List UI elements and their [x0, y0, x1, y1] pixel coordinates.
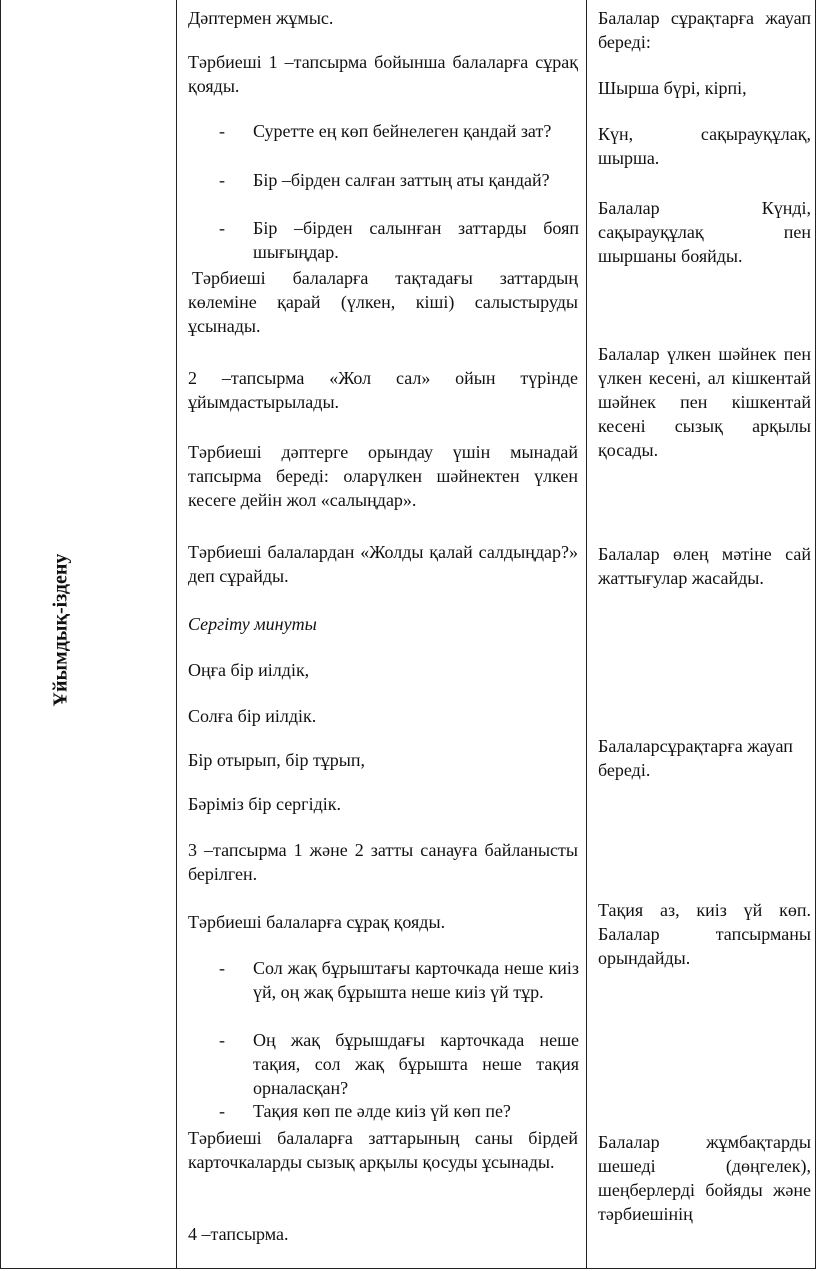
list-item — [219, 119, 579, 167]
stage-column — [1, 0, 177, 1268]
poem-line: Оңға бір иілдік, — [188, 660, 310, 680]
teacher-paragraph: 4 –тапсырма. — [188, 1224, 289, 1244]
energizer-heading: Сергіту минуты — [188, 614, 317, 634]
list-item-text: Тақия көп пе әлде киіз үй көп пе? — [253, 1101, 511, 1121]
teacher-paragraph: Тәрбиеші балаларға заттарының саны бірдей карточкаларды сызық арқылы қосуды ұсынады. — [188, 1128, 578, 1172]
list-item-text: Бір –бірден салынған заттарды бояп шығыңдар. — [253, 218, 579, 262]
list-dash: - — [219, 218, 225, 238]
list-item — [219, 956, 579, 1028]
teacher-paragraph: Тәрбиеші дәптерге орындау үшін мынадай тапсырма береді: оларүлкен шәйнектен үлкен кесеге дейін жол «салыңдар». — [188, 442, 578, 510]
children-paragraph: Балалар үлкен шәйнек пен үлкен кесені, ал кішкентай шәйнек пен кішкентай кесені сызық арқылы қосады. — [598, 344, 811, 460]
children-paragraph: Балалар жұмбақтарды шешеді (дөңгелек), шеңберлерді бойяды және тәрбиешінің — [598, 1132, 811, 1224]
list-dash: - — [219, 1030, 225, 1050]
list-dash: - — [219, 1101, 225, 1121]
stage-label-text: Ұйымдық-іздену — [49, 553, 72, 707]
children-paragraph: Тақия аз, киіз үй көп. Балалар тапсырманы орындайды. — [598, 900, 811, 968]
teacher-paragraph: Тәрбиеші балаларға тақтадағы заттардың көлеміне қарай (үлкен, кіші) салыстыруды ұсынады. — [188, 268, 578, 336]
list-dash: - — [219, 121, 225, 141]
list-item-text: Суретте ең көп бейнелеген қандай зат? — [253, 121, 552, 141]
teacher-activity-column — [177, 0, 587, 1268]
poem-line: Бәріміз бір сергідік. — [188, 794, 341, 814]
list-item-text: Бір –бірден салған заттың аты қандай? — [253, 170, 550, 190]
children-paragraph: Балалар Күнді, сақырауқұлақ пен шыршаны бояйды. — [598, 198, 811, 266]
poem-line: Солға бір иілдік. — [188, 706, 317, 726]
list-item — [219, 168, 579, 216]
list-item-text: Оң жақ бұрышдағы карточкада неше тақия, сол жақ бұрышта неше тақия орналасқан? — [253, 1030, 579, 1098]
teacher-paragraph: Тәрбиеші балалардан «Жолды қалай салдыңдар?» деп сұрайды. — [188, 542, 578, 586]
children-activity-column — [587, 0, 815, 1268]
children-paragraph: Күн, сақырауқұлақ, шырша. — [598, 124, 811, 168]
children-paragraph: Балаларсұрақтарға жауап береді. — [598, 736, 793, 780]
list-item-text: Сол жақ бұрыштағы карточкада неше киіз үй, оң жақ бұрышта неше киіз үй тұр. — [253, 958, 579, 1002]
teacher-paragraph: Дәптермен жұмыс. — [188, 8, 334, 28]
list-item — [219, 1028, 579, 1100]
teacher-paragraph: 3 –тапсырма 1 және 2 затты санауға байланысты берілген. — [188, 840, 578, 884]
children-paragraph: Балалар өлең мәтіне сай жаттығулар жасайды. — [598, 544, 811, 588]
teacher-paragraph: Тәрбиеші балаларға сұрақ қояды. — [188, 912, 446, 932]
list-item — [219, 216, 579, 264]
children-paragraph: Балалар сұрақтарға жауап береді: — [598, 8, 811, 52]
children-paragraph: Шырша бүрі, кірпі, — [598, 78, 747, 98]
teacher-paragraph: Тәрбиеші 1 –тапсырма бойынша балаларға сұрақ қояды. — [188, 52, 578, 96]
list-dash: - — [219, 958, 225, 978]
poem-line: Бір отырып, бір тұрып, — [188, 750, 366, 770]
list-dash: - — [219, 170, 225, 190]
teacher-paragraph: 2 –тапсырма «Жол сал» ойын түрінде ұйымдастырылады. — [188, 368, 578, 412]
list-item — [219, 1099, 579, 1123]
